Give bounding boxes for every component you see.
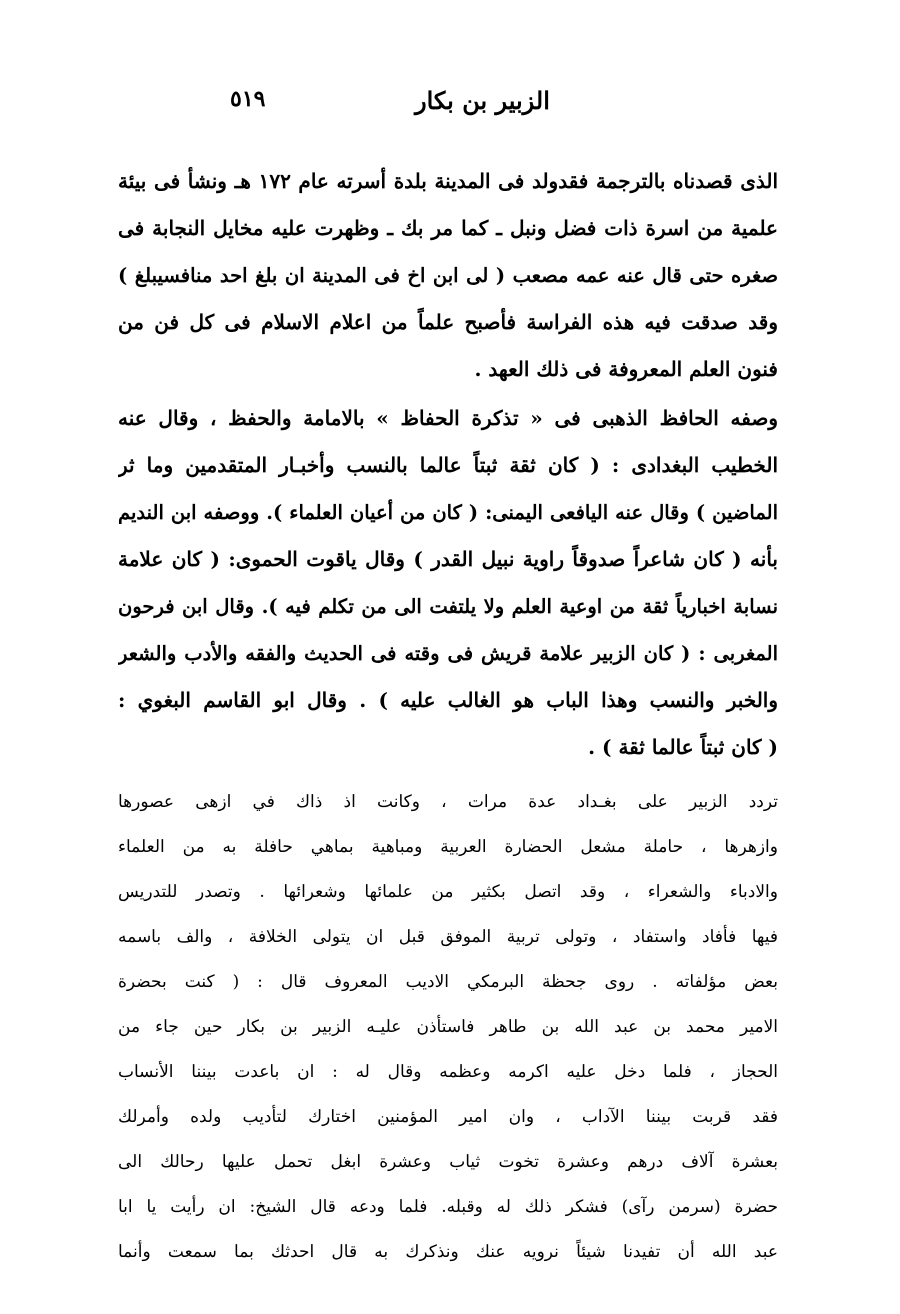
text-line: الماضين ) وقال عنه اليافعى اليمنى: ( كان من أعيان العلماء ). ووصفه ابن النديم <box>118 501 778 524</box>
text-line: الذى قصدناه بالترجمة فقدولد فى المدينة بلدة أسرته عام ١٧٢ هـ ونشأ فى بيئة <box>118 169 778 193</box>
text-line: الخطيب البغدادى : ( كان ثقة ثبتاً عالما بالنسب وأخبـار المتقدمين وما ثر <box>118 453 778 477</box>
text-line: وازهرها ، حاملة مشعل الحضارة العربية ومباهية بماهي حافلة به من العلماء <box>118 837 778 857</box>
text-line: المغربى : ( كان الزبير علامة قريش فى وقته فى الحديث والفقه والأدب والشعر <box>118 642 778 665</box>
text-line: صغره حتى قال عنه عمه مصعب ( لى ابن اخ فى المدينة ان بلغ احد منافسيبلغ ) <box>118 264 778 287</box>
text-line: وصفه الحافظ الذهبى فى « تذكرة الحفاظ » بالامامة والحفظ ، وقال عنه <box>118 406 778 430</box>
text-line: بعشرة آلاف درهم وعشرة تخوت ثياب وعشرة ابغل تحمل عليها رحالك الى <box>118 1152 778 1172</box>
text-line: فيها فأفاد واستفاد ، وتولى تربية الموفق قبل ان يتولى الخلافة ، والف باسمه <box>118 927 778 947</box>
page-header <box>190 86 750 126</box>
text-line: فقد قربت بيننا الآداب ، وان امير المؤمنين اختارك لتأديب ولده وأمرلك <box>118 1107 778 1127</box>
text-line: بعض مؤلفاته . روى جحظة البرمكي الاديب المعروف قال : ( كنت بحضرة <box>118 972 778 992</box>
text-line: علمية من اسرة ذات فضل ونبل ـ كما مر بك ـ وظهرت عليه مخايل النجابة فى <box>118 216 778 240</box>
text-line: عبد الله أن تفيدنا شيئاً نرويه عنك ونذكرك به قال احدثك بما سمعت وأنما <box>118 1242 778 1262</box>
paragraph-3 <box>118 780 778 1275</box>
text-line: ( كان ثبتاً عالما ثقة ) . <box>588 735 778 759</box>
text-line: الامير محمد بن عبد الله بن طاهر فاستأذن عليـه الزبير بن بكار حين جاء من <box>118 1017 778 1037</box>
text-line: فنون العلم المعروفة فى ذلك العهد . <box>474 357 778 381</box>
text-line: والادباء والشعراء ، وقد اتصل بكثير من علمائها وشعرائها . وتصدر للتدريس <box>118 882 778 902</box>
text-line: تردد الزبير على بغـداد عدة مرات ، وكانت اذ ذاك في ازهى عصورها <box>118 792 778 812</box>
text-line: بأنه ( كان شاعراً صدوقاً راوية نبيل القدر ) وقال ياقوت الحموى: ( كان علامة <box>118 547 778 571</box>
text-line: الحجاز ، فلما دخل عليه اكرمه وعظمه وقال له : ان باعدت بيننا الأنساب <box>118 1062 778 1082</box>
running-title: الزبير بن بكار <box>415 86 550 115</box>
page-number: ٥١٩ <box>230 86 266 112</box>
text-line: وقد صدقت فيه هذه الفراسة فأصبح علماً من اعلام الاسلام فى كل فن من <box>118 310 778 334</box>
text-line: والخبر والنسب وهذا الباب هو الغالب عليه ) . وقال ابو القاسم البغوي : <box>118 688 778 712</box>
text-line: نسابة اخبارياً ثقة من اوعية العلم ولا يلتفت الى من تكلم فيه ). وقال ابن فرحون <box>118 595 778 618</box>
paragraph-2 <box>118 395 778 771</box>
paragraph-1 <box>118 158 778 393</box>
text-line: حضرة (سرمن رآى) فشكر ذلك له وقبله. فلما ودعه قال الشيخ: ان رأيت يا ابا <box>118 1197 778 1217</box>
